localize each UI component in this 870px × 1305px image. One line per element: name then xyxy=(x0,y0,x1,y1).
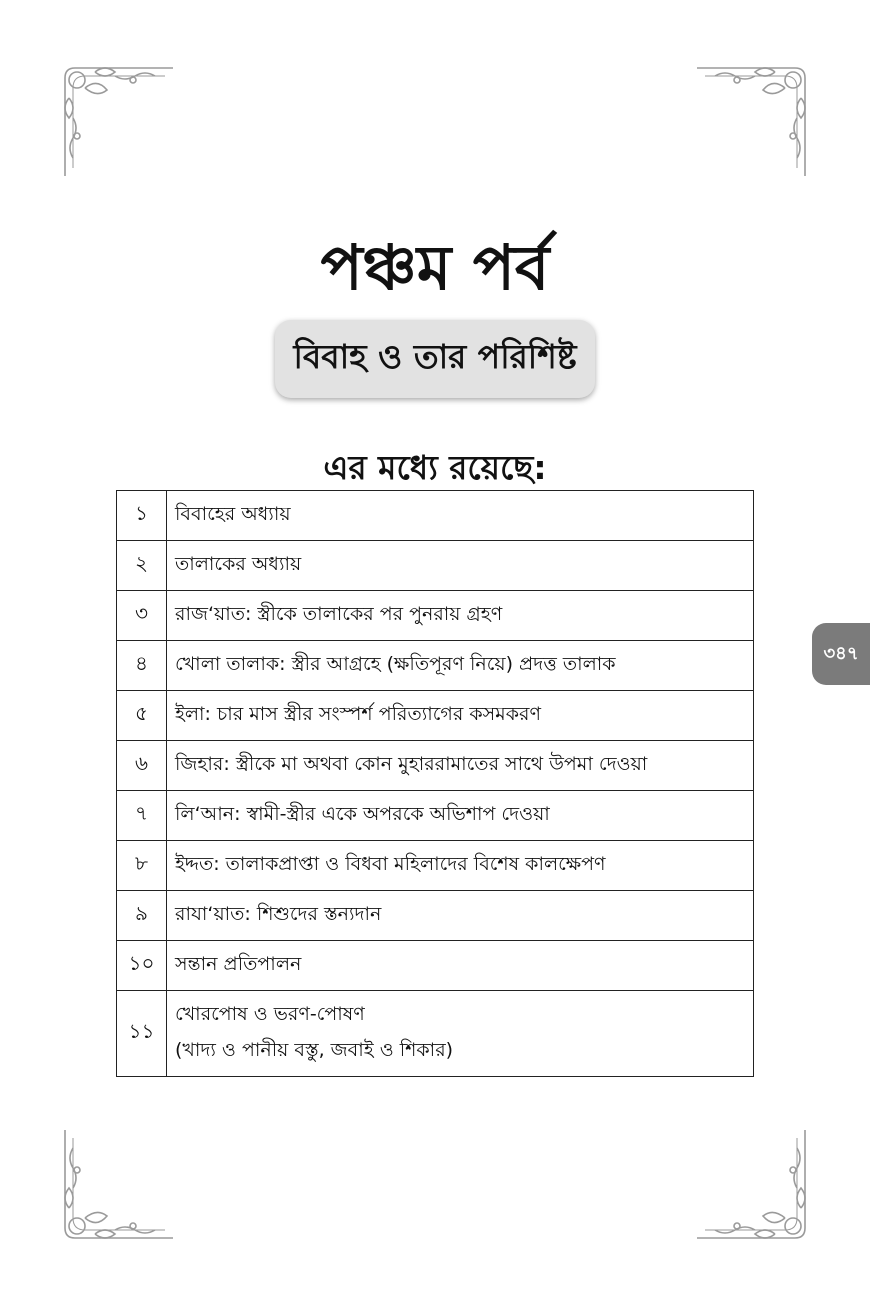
table-row xyxy=(117,841,754,891)
corner-ornament-top-right xyxy=(695,58,815,178)
row-number: ৮ xyxy=(117,841,167,891)
contents-table xyxy=(116,490,754,1077)
page-number-tab xyxy=(812,623,870,685)
row-text-line2: (খাদ্য ও পানীয় বস্তু, জবাই ও শিকার) xyxy=(175,1038,454,1061)
corner-ornament-top-left xyxy=(55,58,175,178)
row-text xyxy=(167,991,754,1077)
row-text: সন্তান প্রতিপালন xyxy=(167,941,754,991)
row-text: লি‘আন: স্বামী-স্ত্রীর একে অপরকে অভিশাপ দেওয়া xyxy=(167,791,754,841)
table-row xyxy=(117,741,754,791)
row-text: ইদ্দত: তালাকপ্রাপ্তা ও বিধবা মহিলাদের বিশেষ কালক্ষেপণ xyxy=(167,841,754,891)
table-row xyxy=(117,541,754,591)
subtitle-text: বিবাহ ও তার পরিশিষ্ট xyxy=(293,337,577,376)
table-row xyxy=(117,641,754,691)
table-row xyxy=(117,941,754,991)
row-text: জিহার: স্ত্রীকে মা অথবা কোন মুহাররামাতের সাথে উপমা দেওয়া xyxy=(167,741,754,791)
row-text: তালাকের অধ্যায় xyxy=(167,541,754,591)
row-text: খোলা তালাক: স্ত্রীর আগ্রহে (ক্ষতিপূরণ নিয়ে) প্রদত্ত তালাক xyxy=(167,641,754,691)
row-number: ৫ xyxy=(117,691,167,741)
row-number: ১০ xyxy=(117,941,167,991)
table-row xyxy=(117,491,754,541)
corner-ornament-bottom-left xyxy=(55,1128,175,1248)
row-text: রাযা‘য়াত: শিশুদের স্তন্যদান xyxy=(167,891,754,941)
row-text: বিবাহের অধ্যায় xyxy=(167,491,754,541)
row-text-line1: খোরপোষ ও ভরণ-পোষণ xyxy=(175,1002,365,1025)
table-row xyxy=(117,891,754,941)
row-number: ২ xyxy=(117,541,167,591)
table-row xyxy=(117,691,754,741)
row-text: ইলা: চার মাস স্ত্রীর সংস্পর্শ পরিত্যাগের কসমকরণ xyxy=(167,691,754,741)
row-text: রাজ‘য়াত: স্ত্রীকে তালাকের পর পুনরায় গ্রহণ xyxy=(167,591,754,641)
subtitle-banner xyxy=(275,320,595,398)
table-row xyxy=(117,991,754,1077)
row-number: ৬ xyxy=(117,741,167,791)
table-row xyxy=(117,791,754,841)
row-number: ৭ xyxy=(117,791,167,841)
row-number: ১ xyxy=(117,491,167,541)
row-number: ৩ xyxy=(117,591,167,641)
part-title: পঞ্চম পর্ব xyxy=(320,231,550,304)
page-number: ৩৪৭ xyxy=(823,642,859,664)
contents-heading: এর মধ্যে রয়েছে: xyxy=(323,448,547,487)
row-number: ৪ xyxy=(117,641,167,691)
row-number: ১১ xyxy=(117,991,167,1077)
corner-ornament-bottom-right xyxy=(695,1128,815,1248)
row-number: ৯ xyxy=(117,891,167,941)
table-row xyxy=(117,591,754,641)
